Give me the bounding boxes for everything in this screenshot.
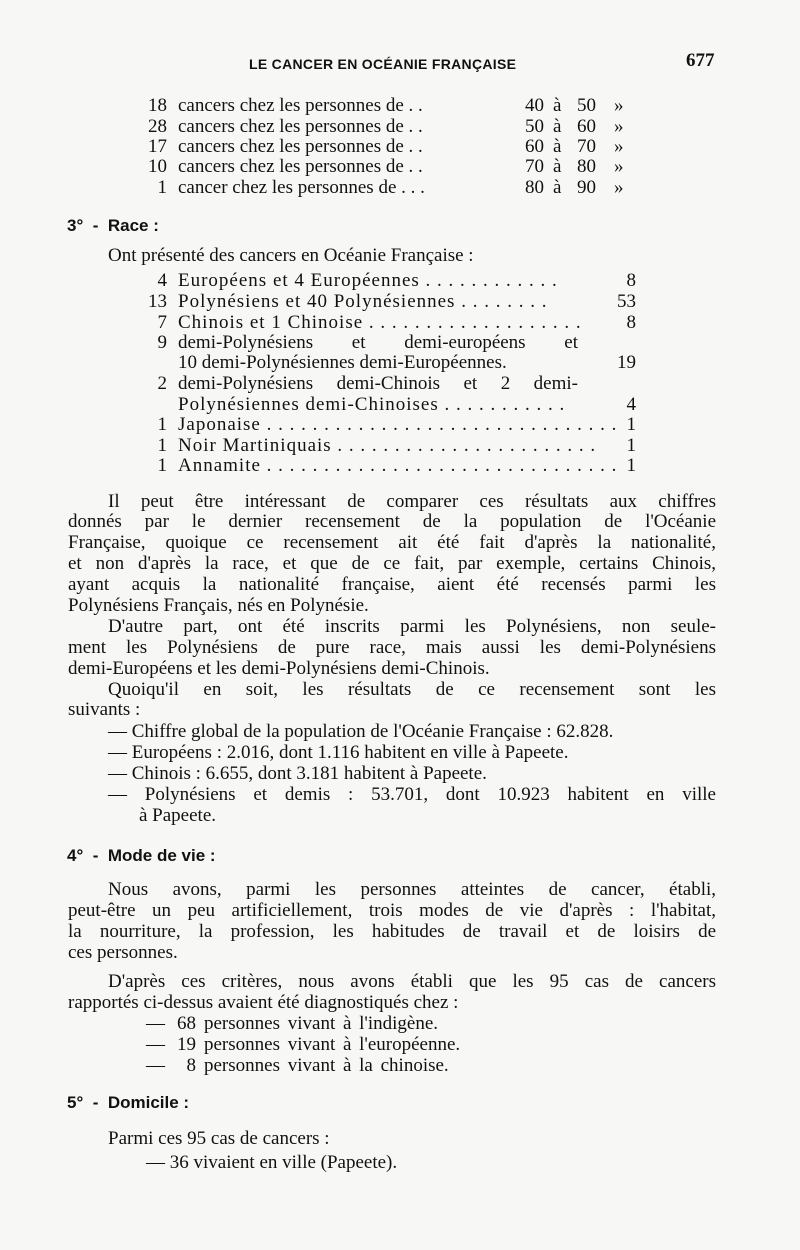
section-heading-mode-de-vie: 4° - Mode de vie : (67, 846, 216, 865)
page-number: 677 (686, 50, 715, 71)
domicile-item: — 36 vivaient en ville (Papeete). (146, 1152, 398, 1173)
race-intro: Ont présenté des cancers en Océanie Française : (108, 245, 474, 266)
running-header: LE CANCER EN OCÉANIE FRANÇAISE (249, 56, 517, 72)
census-item: — Polynésiens et demis : 53.701, dont 10.923 habitent en ville (108, 784, 716, 805)
census-item: — Chinois : 6.655, dont 3.181 habitent à Papeete. (108, 763, 487, 784)
domicile-intro: Parmi ces 95 cas de cancers : (108, 1128, 330, 1149)
census-item-continuation: à Papeete. (139, 805, 217, 826)
page: LE CANCER EN OCÉANIE FRANÇAISE 677 18 cancers chez les personnes de . . 40 à 50 » 28 cancers chez les personnes de . . 50 à 60 » 17 cancers chez les personnes de . . 60 à 70 » 10 cancers chez les personnes de . . 70 à 80 » 1 cancer chez les personnes de . . . 80 à 90 » 3° - Race : Ont présenté des cancers en Océanie Française : 4 Européens et 4 Européennes . . . . . . . . . . . . 8 13 Polynésiens et 40 Polynésiennes . . . . . . . . 53 7 Chinois et 1 Chinoise . . . . . . . . . . . . . . . . . . . 8 9 demi-Polynésiens et demi-européens et 10 demi-Polynésiennes demi-Européennes. 19 2 demi-Polynésiens demi-Chinois et 2 demi- Polynésiennes demi-Chinoises . . . . . . . . . . . 4 1 Japonaise . . . . . . . . . . . . . . . . . . . . . . . . . . . . . . . 1 1 Noir Martiniquais . . . . . . . . . . . . . . . . . . . . . . . 1 1 Annamite . . . . . . . . . . . . . . . . . . . . . . . . . . . . . . . 1 Il peut être intéressant de comparer ces résultats aux chiffres donnés par le dernier recensement de la population de l'Océanie Française, quoique ce recensement ait été fait d'après la nationalité, et non d'après la race, et que de ce fait, par exemple, certains Chinois, ayant acquis la nationalité française, aient été recensés parmi les Polynésiens Français, nés en Polynésie. D'autre part, ont été inscrits parmi les Polynésiens, non seule- ment les Polynésiens de pure race, mais aussi les demi-Polynésiens demi-Européens et les demi-Polynésiens demi-Chinois. Quoiqu'il en soit, les résultats de ce recensement sont les suivants : — Chiffre global de la population de l'Océanie Française : 62.828. — Européens : 2.016, dont 1.116 habitent en ville à Papeete. — Chinois : 6.655, dont 3.181 habitent à Papeete. — Polynésiens et demis : 53.701, dont 10.923 habitent en ville à Papeete. 4° - Mode de vie : Nous avons, parmi les personnes atteintes de cancer, établi, peut-être un peu artificiellement, trois modes de vie d'après : l'habitat, la nourriture, la profession, les habitudes de travail et de loisirs de ces personnes. D'après ces critères, nous avons établi que les 95 cas de cancers rapportés ci-dessus avaient été diagnostiqués chez : — 68 personnes vivant à l'indigène. — 19 personnes vivant à l'européenne. — 8 personnes vivant à la chinoise. 5° - Domicile : Parmi ces 95 cas de cancers : — 36 vivaient en ville (Papeete). (67, 50, 716, 1173)
census-item: — Chiffre global de la population de l'Océanie Française : 62.828. (108, 721, 614, 742)
census-item: — Européens : 2.016, dont 1.116 habitent en ville à Papeete. (108, 742, 569, 763)
section-heading-domicile: 5° - Domicile : (67, 1093, 190, 1112)
section-heading-race: 3° - Race : (67, 216, 159, 235)
